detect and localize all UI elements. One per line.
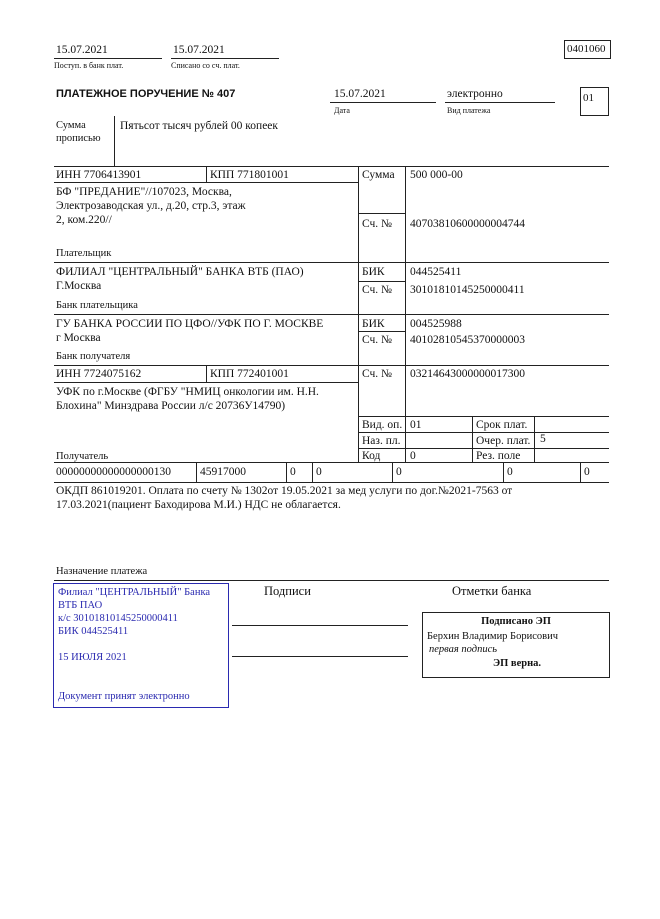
bank-stamp-line-3: к/с 30101810145250000411 bbox=[58, 613, 178, 624]
grid-line bbox=[503, 462, 504, 482]
signature-line-1 bbox=[232, 625, 408, 626]
grid-line bbox=[206, 166, 207, 182]
payer-sum-value: 500 000-00 bbox=[410, 169, 463, 181]
payer-bank-bik-value: 044525411 bbox=[410, 266, 462, 278]
grid-line bbox=[206, 365, 207, 382]
date-debited: 15.07.2021 bbox=[173, 44, 225, 56]
grid-line bbox=[54, 166, 609, 167]
bank-stamp-line-2: ВТБ ПАО bbox=[58, 600, 103, 611]
payer-name-2: Электрозаводская ул., д.20, стр.3, этаж bbox=[56, 200, 246, 212]
form-code: 0401060 bbox=[567, 43, 606, 55]
payee-bank-name-2: г Москва bbox=[56, 332, 101, 344]
rez-label: Рез. поле bbox=[476, 450, 521, 462]
grid-line bbox=[54, 182, 358, 183]
payee-bank-account-label: Сч. № bbox=[362, 334, 393, 346]
order-date: 15.07.2021 bbox=[334, 88, 386, 100]
bank-stamp-line-4: БИК 044525411 bbox=[58, 626, 129, 637]
bank-stamp-accepted: Документ принят электронно bbox=[58, 691, 190, 702]
order-date-underline bbox=[330, 102, 436, 103]
payment-type-label: Вид платежа bbox=[447, 106, 491, 115]
payee-account-value: 03214643000000017300 bbox=[410, 368, 525, 380]
tax-field-1: 0 bbox=[290, 466, 296, 478]
payee-bank-bik-label: БИК bbox=[362, 318, 385, 330]
tax-field-3: 0 bbox=[396, 466, 402, 478]
payee-name-2: Блохина" Минздрава России л/с 20736У14790) bbox=[56, 400, 286, 412]
form-code-box bbox=[564, 40, 611, 59]
tax-field-2: 0 bbox=[316, 466, 322, 478]
esign-title: Подписано ЭП bbox=[481, 616, 551, 627]
payer-bank-account-label: Сч. № bbox=[362, 284, 393, 296]
srok-label: Срок плат. bbox=[476, 419, 528, 431]
bank-marks-label: Отметки банка bbox=[452, 584, 532, 598]
status-code-box bbox=[580, 87, 609, 116]
grid-line bbox=[358, 213, 405, 214]
payer-bank-name-1: ФИЛИАЛ "ЦЕНТРАЛЬНЫЙ" БАНКА ВТБ (ПАО) bbox=[56, 266, 304, 278]
payee-label: Получатель bbox=[56, 451, 109, 462]
grid-line bbox=[358, 448, 609, 449]
tax-field-4: 0 bbox=[507, 466, 513, 478]
date-debited-label: Списано со сч. плат. bbox=[171, 61, 240, 70]
esign-box bbox=[422, 612, 610, 678]
grid-line bbox=[358, 416, 609, 417]
amount-words-label-1: Сумма bbox=[56, 120, 86, 131]
amount-words-divider bbox=[114, 116, 115, 166]
kod-value: 0 bbox=[410, 450, 416, 462]
tax-oktmo: 45917000 bbox=[200, 466, 246, 478]
esign-signer: Берхин Владимир Борисович bbox=[427, 631, 558, 642]
payer-name-1: БФ "ПРЕДАНИЕ"//107023, Москва, bbox=[56, 186, 232, 198]
date-received: 15.07.2021 bbox=[56, 44, 108, 56]
date-debited-underline bbox=[171, 58, 279, 59]
payer-bank-label: Банк плательщика bbox=[56, 300, 138, 311]
amount-words-label-2: прописью bbox=[56, 133, 101, 144]
order-title: ПЛАТЕЖНОЕ ПОРУЧЕНИЕ № 407 bbox=[56, 88, 236, 100]
kod-label: Код bbox=[362, 450, 381, 462]
esign-role: первая подпись bbox=[429, 644, 498, 655]
tax-kbk: 00000000000000000130 bbox=[56, 466, 171, 478]
payer-sum-label: Сумма bbox=[362, 169, 395, 181]
purpose-line-2: 17.03.2021(пациент Баходирова М.И.) НДС не облагается. bbox=[56, 499, 341, 511]
payer-bank-account-value: 30101810145250000411 bbox=[410, 284, 525, 296]
esign-verified: ЭП верна. bbox=[493, 658, 542, 669]
payer-kpp: КПП 771801001 bbox=[210, 169, 289, 181]
bank-stamp-date: 15 ИЮЛЯ 2021 bbox=[58, 652, 127, 663]
vid-op-value: 01 bbox=[410, 419, 422, 431]
grid-line bbox=[54, 482, 609, 483]
grid-line bbox=[472, 416, 473, 462]
grid-line bbox=[358, 432, 609, 433]
naz-pl-label: Наз. пл. bbox=[362, 435, 401, 447]
purpose-label: Назначение платежа bbox=[56, 566, 148, 577]
payer-account-value: 40703810600000004744 bbox=[410, 218, 525, 230]
grid-line bbox=[286, 462, 287, 482]
payment-type: электронно bbox=[447, 88, 503, 100]
grid-line bbox=[54, 382, 358, 383]
order-date-label: Дата bbox=[334, 106, 350, 115]
payee-name-1: УФК по г.Москве (ФГБУ "НМИЦ онкологии им. Н.Н. bbox=[56, 386, 319, 398]
payer-bank-name-2: Г.Москва bbox=[56, 280, 102, 292]
grid-line bbox=[534, 416, 535, 462]
payer-inn: ИНН 7706413901 bbox=[56, 169, 142, 181]
grid-line bbox=[196, 462, 197, 482]
date-received-label: Поступ. в банк плат. bbox=[54, 61, 124, 70]
payee-bank-name-1: ГУ БАНКА РОССИИ ПО ЦФО//УФК ПО Г. МОСКВЕ bbox=[56, 318, 324, 330]
purpose-divider bbox=[54, 580, 609, 581]
grid-line bbox=[580, 462, 581, 482]
grid-line bbox=[54, 365, 609, 366]
bank-stamp-line-1: Филиал "ЦЕНТРАЛЬНЫЙ" Банка bbox=[58, 587, 211, 598]
payee-kpp: КПП 772401001 bbox=[210, 368, 289, 380]
grid-line bbox=[358, 331, 405, 332]
payee-bank-label: Банк получателя bbox=[56, 351, 131, 362]
purpose-line-1: ОКДП 861019201. Оплата по счету № 1302от 19.05.2021 за мед услуги по дог.№2021-7563 от bbox=[56, 485, 513, 497]
payer-bank-bik-label: БИК bbox=[362, 266, 385, 278]
grid-line bbox=[405, 166, 406, 416]
payee-inn: ИНН 7724075162 bbox=[56, 368, 142, 380]
bank-stamp bbox=[53, 583, 229, 708]
ocher-label: Очер. плат. bbox=[476, 435, 531, 447]
amount-words-value: Пятьсот тысяч рублей 00 копеек bbox=[120, 120, 278, 132]
grid-line bbox=[54, 314, 609, 315]
signature-line-2 bbox=[232, 656, 408, 657]
payee-bank-account-value: 40102810545370000003 bbox=[410, 334, 525, 346]
payee-bank-bik-value: 004525988 bbox=[410, 318, 462, 330]
grid-line bbox=[358, 281, 405, 282]
grid-line bbox=[54, 462, 609, 463]
signatures-label: Подписи bbox=[264, 584, 311, 598]
vid-op-label: Вид. оп. bbox=[362, 419, 403, 431]
payer-account-label: Сч. № bbox=[362, 218, 393, 230]
tax-field-5: 0 bbox=[584, 466, 590, 478]
grid-line bbox=[312, 462, 313, 482]
date-received-underline bbox=[54, 58, 162, 59]
status-code: 01 bbox=[583, 92, 594, 104]
ocher-value: 5 bbox=[540, 433, 546, 445]
payee-account-label: Сч. № bbox=[362, 368, 393, 380]
grid-line bbox=[405, 416, 406, 462]
payment-type-underline bbox=[445, 102, 555, 103]
grid-line bbox=[54, 262, 609, 263]
payer-label: Плательщик bbox=[56, 248, 112, 259]
grid-line bbox=[392, 462, 393, 482]
payer-name-3: 2, ком.220// bbox=[56, 214, 112, 226]
